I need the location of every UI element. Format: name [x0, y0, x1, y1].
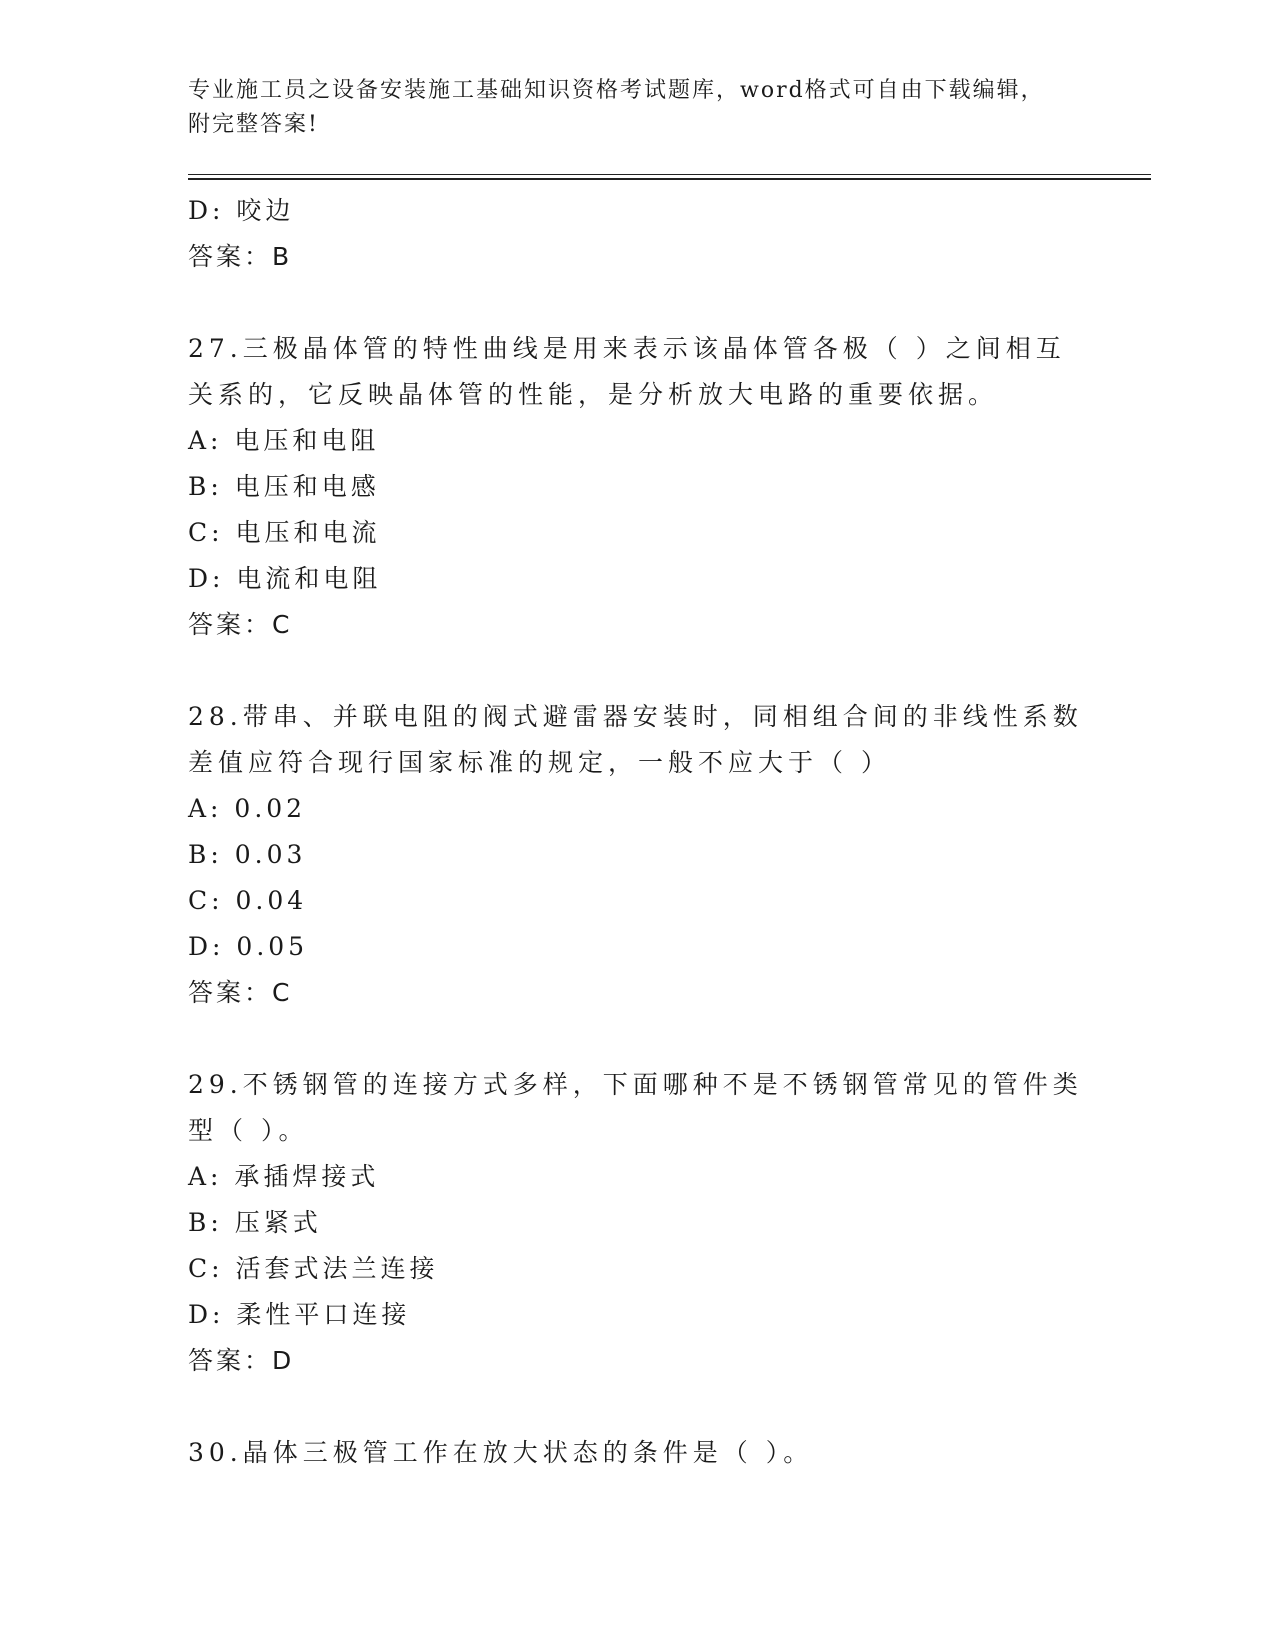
- question-block: [188, 694, 1088, 1016]
- spacer: [188, 1384, 1088, 1430]
- header-line-2: 附完整答案!: [188, 112, 319, 137]
- option-d: D: 电流和电阻: [188, 564, 382, 593]
- option-c: C: 电压和电流: [188, 518, 381, 547]
- option-c: C: 0.04: [188, 886, 308, 915]
- spacer: [188, 1016, 1088, 1062]
- question-block: [188, 1062, 1088, 1384]
- answer-line: 答案：C: [188, 978, 293, 1007]
- answer-line: 答案：D: [188, 1346, 295, 1375]
- option-b: B: 0.03: [188, 840, 307, 869]
- option-a: A: 0.02: [188, 794, 307, 823]
- page-header: [188, 74, 1088, 142]
- answer-line: 答案：B: [188, 242, 293, 271]
- option-d: D: 咬边: [188, 196, 295, 225]
- option-c: C: 活套式法兰连接: [188, 1254, 439, 1283]
- answer-line: 答案：C: [188, 610, 293, 639]
- option-d: D: 柔性平口连接: [188, 1300, 411, 1329]
- question-text: 29.不锈钢管的连接方式多样，下面哪种不是不锈钢管常见的管件类型（ ）。: [188, 1070, 1083, 1145]
- question-block: [188, 1430, 1088, 1476]
- question-text: 28.带串、并联电阻的阀式避雷器安装时，同相组合间的非线性系数差值应符合现行国家标准的规定，一般不应大于（ ）: [188, 702, 1083, 777]
- option-d: D: 0.05: [188, 932, 309, 961]
- option-b: B: 电压和电感: [188, 472, 380, 501]
- spacer: [188, 280, 1088, 326]
- header-rule-thin: [188, 174, 1151, 175]
- question-text: 27.三极晶体管的特性曲线是用来表示该晶体管各极（ ）之间相互关系的，它反映晶体管的性能，是分析放大电路的重要依据。: [188, 334, 1066, 409]
- question-block: [188, 326, 1088, 648]
- option-a: A: 电压和电阻: [188, 426, 380, 455]
- header-rule-thick: [188, 178, 1151, 180]
- question-list: [188, 188, 1088, 1476]
- spacer: [188, 648, 1088, 694]
- question-text: 30.晶体三极管工作在放大状态的条件是（ ）。: [188, 1438, 814, 1467]
- option-b: B: 压紧式: [188, 1208, 322, 1237]
- option-a: A: 承插焊接式: [188, 1162, 380, 1191]
- header-line-1: 专业施工员之设备安装施工基础知识资格考试题库，word格式可自由下载编辑，: [188, 78, 1045, 103]
